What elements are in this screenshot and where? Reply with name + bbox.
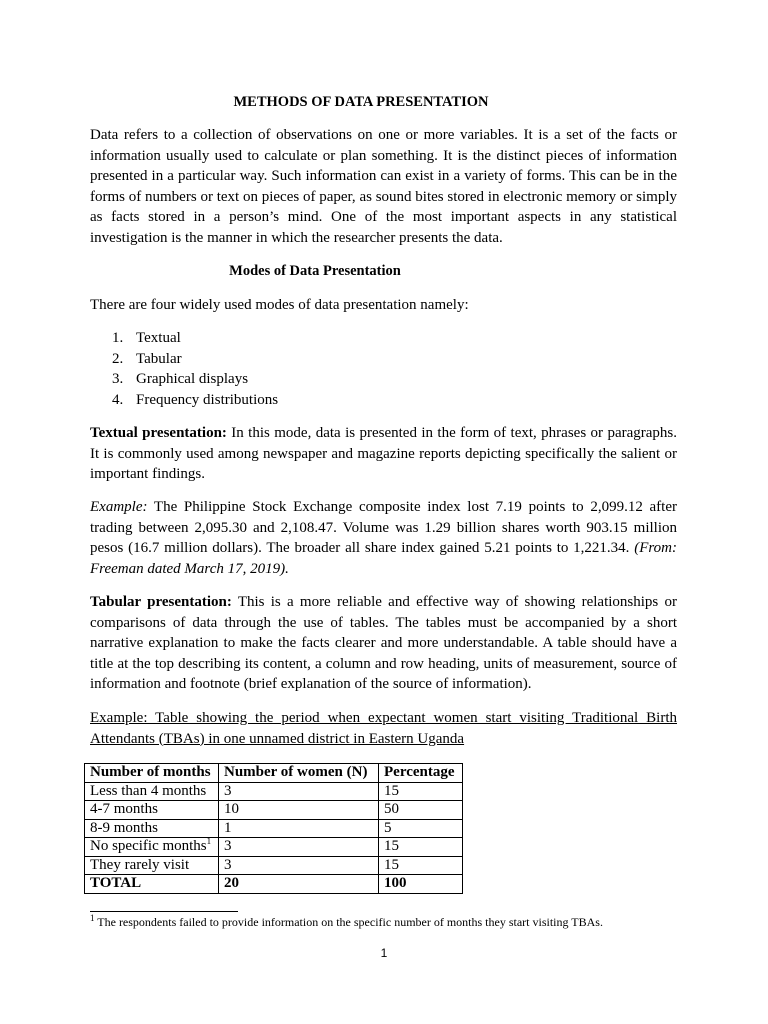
textual-text: In this mode, data is presented in the form of text, phrases or paragraphs. It is commonly used among newspaper and magazine reports depicting specifically the salient or important findings. [90, 425, 677, 482]
footnote-number: 1 [90, 913, 95, 923]
column-header: Number of months [85, 764, 219, 783]
table-header-row [85, 764, 463, 783]
table-cell: 3 [219, 838, 379, 857]
table-cell: 10 [219, 801, 379, 820]
table-cell: 15 [379, 856, 463, 875]
list-item: 1. Textual [112, 330, 181, 346]
modes-intro: There are four widely used modes of data presentation namely: [90, 297, 469, 313]
example-paragraph [90, 497, 677, 579]
example-text: The Philippine Stock Exchange composite index lost 7.19 points to 2,099.12 after trading between 2,095.30 and 2,108.47. Volume was 1.29 billion shares worth 903.15 million pesos (16.7 million dollars). The broader all share index gained 5.21 points to 1,221.34. [90, 499, 677, 556]
list-item: 4. Frequency distributions [112, 391, 279, 408]
table-cell: 15 [379, 838, 463, 857]
example-source: (From: Freeman dated March 17, 2019). [90, 540, 677, 577]
textual-paragraph [90, 423, 677, 485]
modes-list [112, 328, 278, 410]
textual-label: Textual presentation: [90, 425, 227, 441]
table-cell: No specific months$^1$ [85, 838, 219, 857]
table-cell: 15 [379, 782, 463, 801]
table-cell: 5 [379, 819, 463, 838]
intro-paragraph: Data refers to a collection of observations on one or more variables. It is a set of the facts or information usually used to calculate or plan something. It is the distinct pieces of information presented in a particular way. Such information can exist in a variety of forms. This can be in the forms of numbers or text on pieces of paper, as sound bites stored in electronic memory or simply as facts stored in a person’s mind. One of the most important aspects in any statistical investigation is the manner in which the researcher presents the data. [90, 127, 677, 246]
page-title: METHODS OF DATA PRESENTATION [233, 94, 489, 110]
example-label: Example: [90, 499, 148, 515]
footnote [90, 914, 603, 930]
table-cell: 8-9 months [85, 819, 219, 838]
table-row [85, 819, 463, 838]
list-item: 2. Tabular [112, 350, 182, 367]
table-total-row [85, 875, 463, 894]
table-row [85, 782, 463, 801]
modes-heading: Modes of Data Presentation [229, 263, 401, 279]
table-cell: TOTAL [85, 875, 219, 894]
table-row [85, 856, 463, 875]
footnote-text: The respondents failed to provide information on the specific number of months they start visiting TBAs. [94, 915, 603, 929]
tba-table [84, 763, 463, 894]
page-number: 1 [380, 946, 388, 960]
table-cell: Less than 4 months [85, 782, 219, 801]
table-cell: 3 [219, 782, 379, 801]
table-cell: 1 [219, 819, 379, 838]
table-cell: 100 [379, 875, 463, 894]
tabular-text: This is a more reliable and effective way of showing relationships or comparisons of data through the use of tables. The tables must be accompanied by a short narrative explanation to make the facts clearer and more understandable. A table should have a title at the top describing its content, a column and row heading, units of measurement, source of information and footnote (brief explanation of the source of information). [90, 594, 677, 692]
tabular-paragraph [90, 592, 677, 695]
table-cell: 4-7 months [85, 801, 219, 820]
table-cell: 20 [219, 875, 379, 894]
column-header: Percentage [379, 764, 463, 783]
list-item: 3. Graphical displays [112, 371, 249, 387]
tabular-label: Tabular presentation: [90, 594, 232, 610]
table-cell: 50 [379, 801, 463, 820]
table-row [85, 838, 463, 857]
table-cell: They rarely visit [85, 856, 219, 875]
footnote-separator [90, 911, 238, 912]
footnote-marker[interactable]: 1 [206, 836, 212, 846]
table-row [85, 801, 463, 820]
table-caption: Example: Table showing the period when expectant women start visiting Traditional Birth Attendants (TBAs) in one unnamed district in Eastern Uganda [90, 710, 677, 747]
table-cell: 3 [219, 856, 379, 875]
column-header: Number of women (N) [219, 764, 379, 783]
